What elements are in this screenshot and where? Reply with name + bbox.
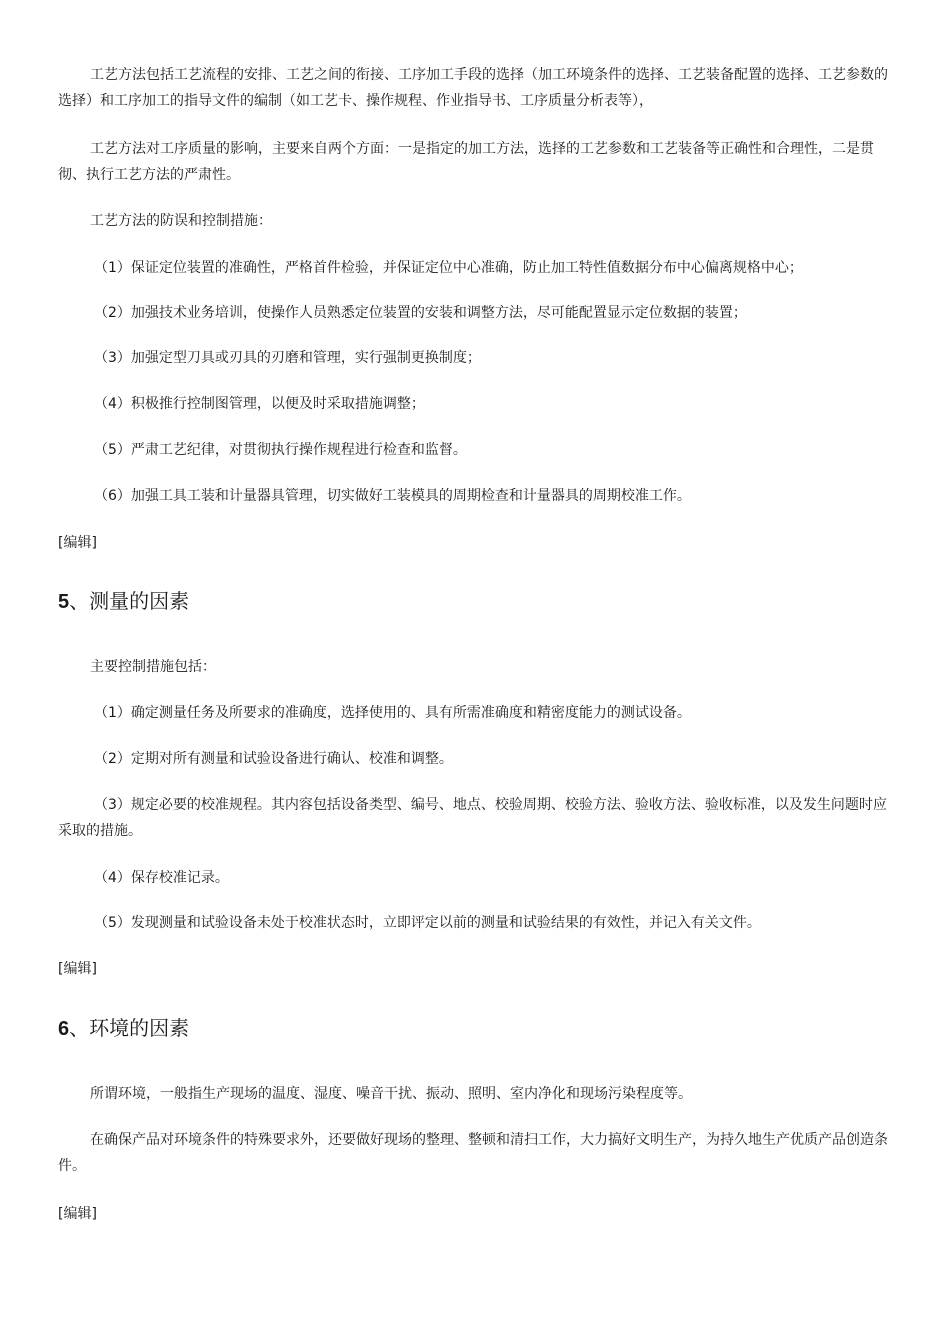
edit-link-2[interactable]	[58, 958, 97, 980]
edit-link-text[interactable]: [编辑]	[58, 535, 97, 551]
list-item: （5）严肃工艺纪律，对贯彻执行操作规程进行检查和监督。	[94, 442, 467, 458]
edit-link-text[interactable]: [编辑]	[58, 1206, 97, 1222]
list-item: （4）积极推行控制图管理，以便及时采取措施调整；	[94, 396, 425, 412]
paragraph-process-impact: 工艺方法对工序质量的影响，主要来自两个方面：一是指定的加工方法，选择的工艺参数和工艺装备等正确性和合理性，二是贯彻、执行工艺方法的严肃性。	[58, 141, 874, 183]
paragraph-control-measures-intro: 工艺方法的防误和控制措施：	[90, 213, 272, 229]
paragraph-environment-requirements: 在确保产品对环境条件的特殊要求外，还要做好现场的整理、整顿和清扫工作，大力搞好文明生产，为持久地生产优质产品创造条件。	[58, 1132, 888, 1174]
list-item: （3）规定必要的校准规程。其内容包括设备类型、编号、地点、校验周期、校验方法、验收方法、验收标准，以及发生问题时应采取的措施。	[58, 797, 887, 839]
list-item: （6）加强工具工装和计量器具管理，切实做好工装模具的周期检查和计量器具的周期校准工作。	[94, 488, 691, 504]
list-item: （1）保证定位装置的准确性，严格首件检验，并保证定位中心准确，防止加工特性值数据分布中心偏离规格中心；	[94, 260, 803, 276]
list-item: （5）发现测量和试验设备未处于校准状态时，立即评定以前的测量和试验结果的有效性，并记入有关文件。	[94, 915, 761, 931]
paragraph-measurement-intro: 主要控制措施包括：	[90, 659, 216, 675]
list-item: （1）确定测量任务及所要求的准确度，选择使用的、具有所需准确度和精密度能力的测试设备。	[94, 705, 691, 721]
section-heading-measurement	[58, 587, 189, 616]
list-item: （2）定期对所有测量和试验设备进行确认、校准和调整。	[94, 751, 453, 767]
paragraph-process-method: 工艺方法包括工艺流程的安排、工艺之间的衔接、工序加工手段的选择（加工环境条件的选择、工艺装备配置的选择、工艺参数的选择）和工序加工的指导文件的编制（如工艺卡、操作规程、作业指导书、工序质量分析表等），	[58, 67, 888, 109]
section-heading-environment	[58, 1014, 189, 1043]
list-item: （2）加强技术业务培训，使操作人员熟悉定位装置的安装和调整方法，尽可能配置显示定位数据的装置；	[94, 305, 747, 321]
list-item: （4）保存校准记录。	[94, 870, 229, 886]
edit-link-1[interactable]	[58, 532, 97, 554]
paragraph-environment-definition: 所谓环境，一般指生产现场的温度、湿度、噪音干扰、振动、照明、室内净化和现场污染程度等。	[90, 1086, 692, 1102]
section-title: 、测量的因素	[69, 589, 190, 613]
list-item: （3）加强定型刀具或刃具的刃磨和管理，实行强制更换制度；	[94, 350, 481, 366]
edit-link-text[interactable]: [编辑]	[58, 961, 97, 977]
section-number: 5	[58, 591, 70, 613]
section-number: 6	[58, 1018, 70, 1040]
section-title: 、环境的因素	[69, 1016, 190, 1040]
edit-link-3[interactable]	[58, 1203, 97, 1225]
